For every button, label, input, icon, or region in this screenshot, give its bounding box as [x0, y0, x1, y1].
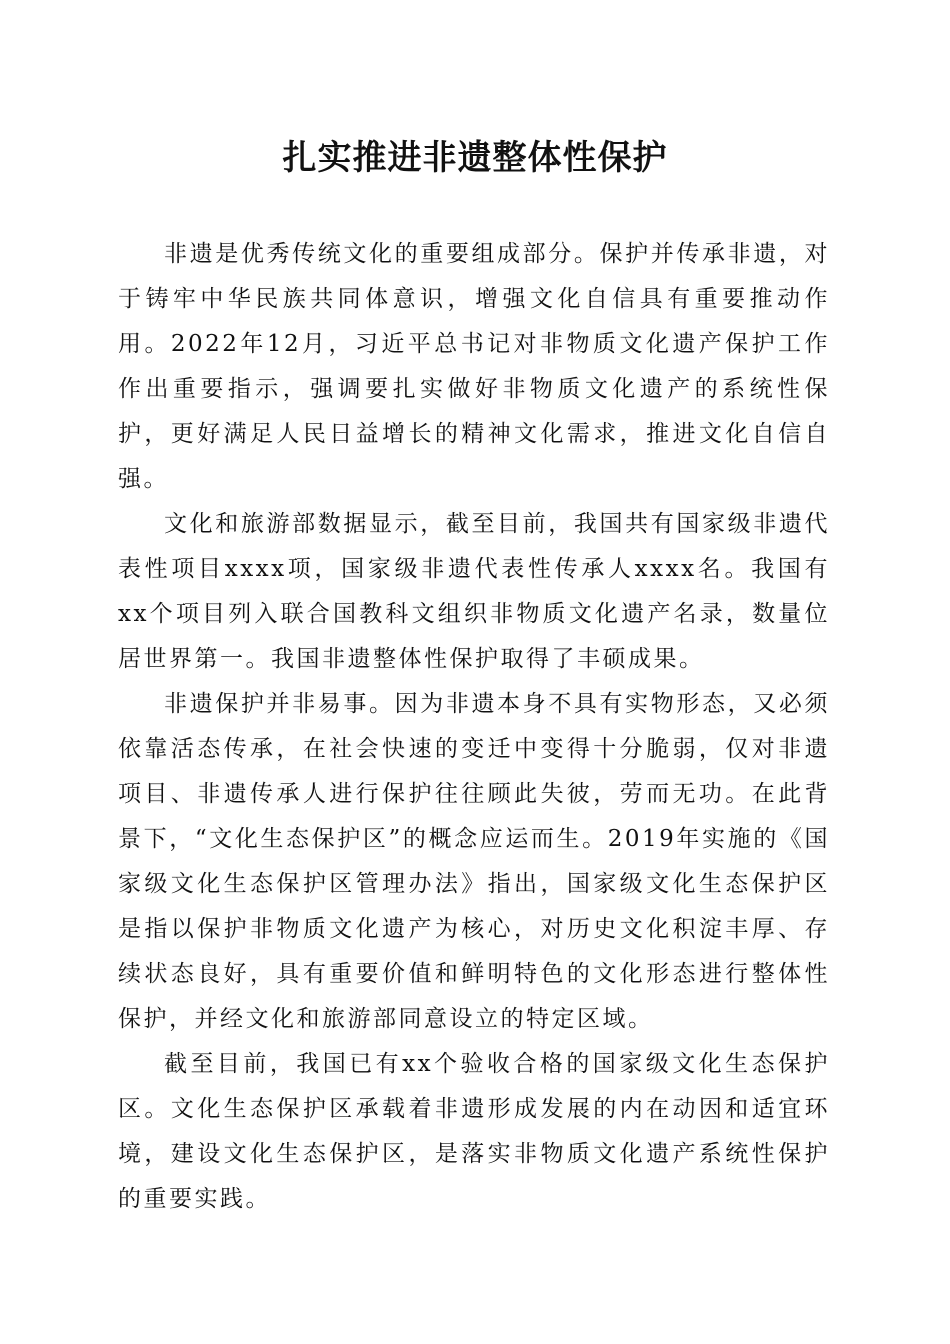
document-title: 扎实推进非遗整体性保护 — [282, 138, 668, 178]
document-body — [118, 232, 830, 1222]
paragraph-4: 截至目前，我国已有xx个验收合格的国家级文化生态保护区。文化生态保护区承载着非遗形成发展的内在动因和适宜环境，建设文化生态保护区，是落实非物质文化遗产系统性保护的重要实践。 — [118, 1051, 830, 1212]
paragraph-3: 非遗保护并非易事。因为非遗本身不具有实物形态，又必须依靠活态传承，在社会快速的变迁中变得十分脆弱，仅对非遗项目、非遗传承人进行保护往往顾此失彼，劳而无功。在此背景下，“文化生态保护区”的概念应运而生。2019年实施的《国家级文化生态保护区管理办法》指出，国家级文化生态保护区是指以保护非物质文化遗产为核心，对历史文化积淀丰厚、存续状态良好，具有重要价值和鲜明特色的文化形态进行整体性保护，并经文化和旅游部同意设立的特定区域。 — [118, 691, 830, 1032]
paragraph-1: 非遗是优秀传统文化的重要组成部分。保护并传承非遗，对于铸牢中华民族共同体意识，增强文化自信具有重要推动作用。2022年12月，习近平总书记对非物质文化遗产保护工作作出重要指示，强调要扎实做好非物质文化遗产的系统性保护，更好满足人民日益增长的精神文化需求，推进文化自信自强。 — [118, 241, 830, 492]
paragraph-2: 文化和旅游部数据显示，截至目前，我国共有国家级非遗代表性项目xxxx项，国家级非遗代表性传承人xxxx名。我国有xx个项目列入联合国教科文组织非物质文化遗产名录，数量位居世界第一。我国非遗整体性保护取得了丰硕成果。 — [118, 511, 830, 672]
